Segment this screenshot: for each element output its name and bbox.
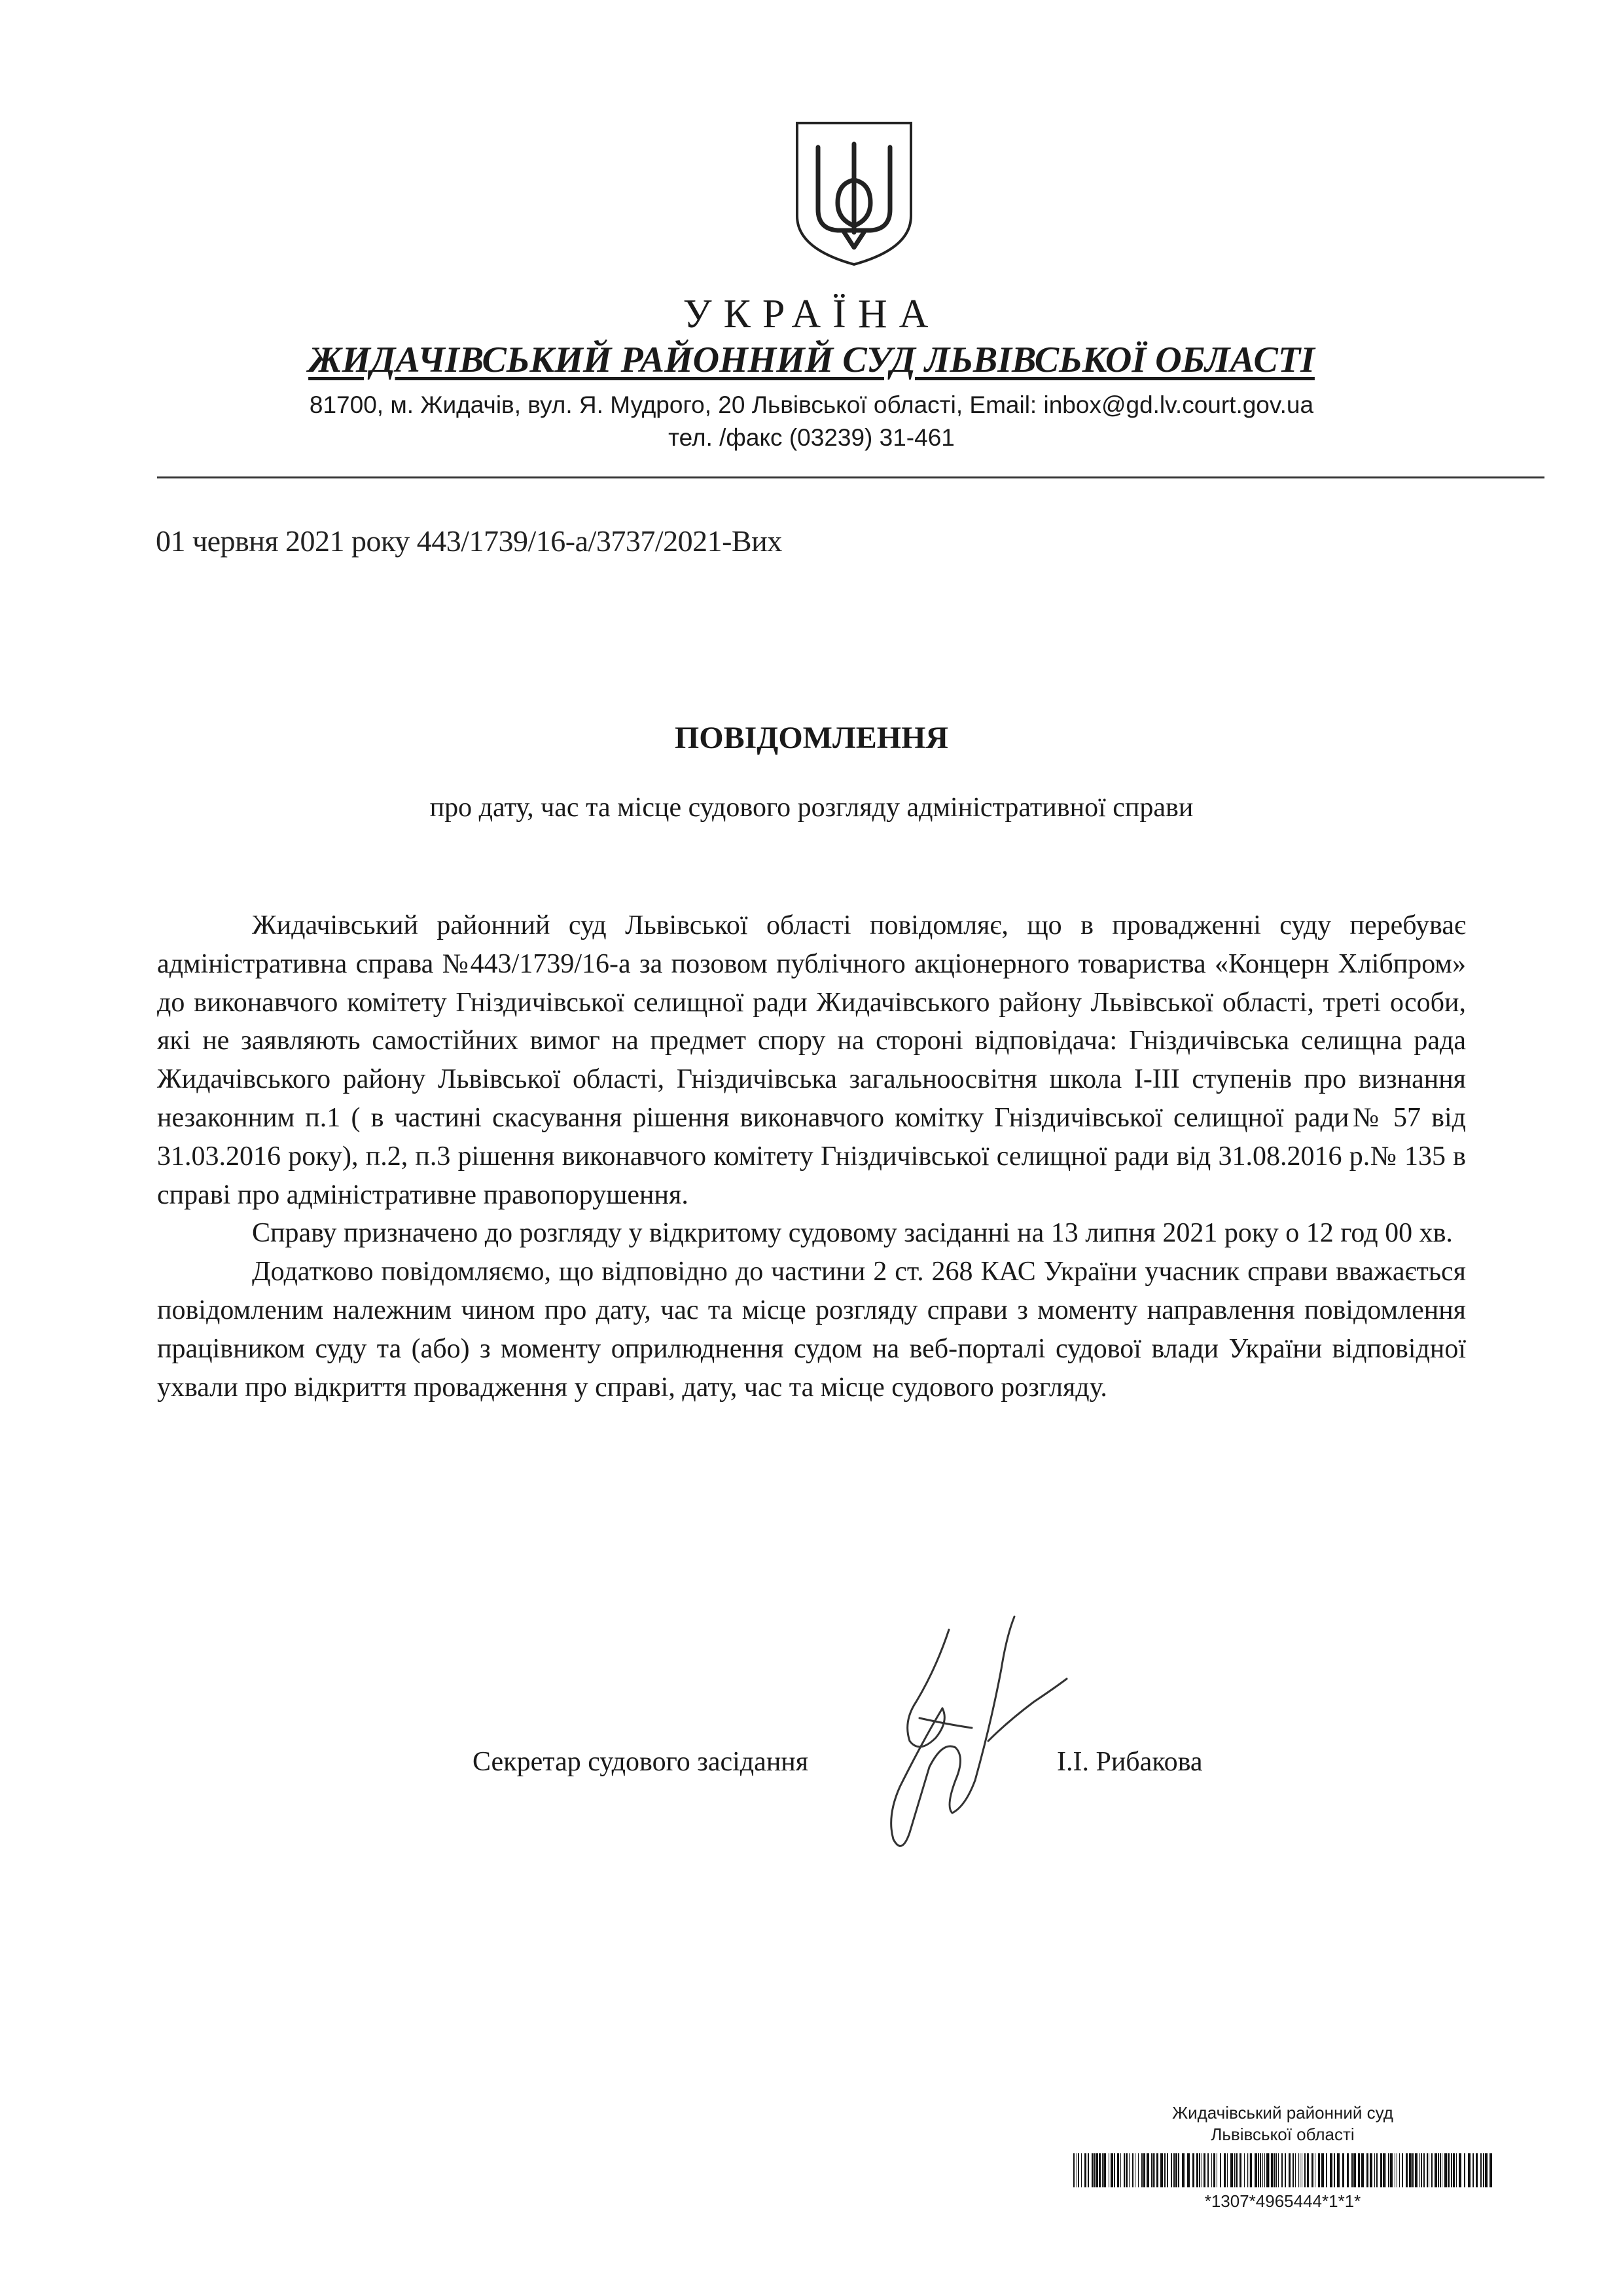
barcode-bar xyxy=(1289,2153,1291,2187)
barcode-bar xyxy=(1444,2153,1447,2187)
barcode-bar xyxy=(1084,2153,1086,2187)
barcode-bar xyxy=(1124,2153,1125,2187)
barcode-bar xyxy=(1114,2153,1115,2187)
barcode-bar xyxy=(1173,2153,1175,2187)
barcode-bar xyxy=(1448,2153,1450,2187)
barcode-bar xyxy=(1132,2153,1133,2187)
signature-role: Секретар судового засідання xyxy=(473,1747,809,1777)
barcode-bar xyxy=(1236,2153,1238,2187)
court-name: ЖИДАЧІВСЬКИЙ РАЙОННИЙ СУД ЛЬВІВСЬКОЇ ОБЛАСТІ xyxy=(308,340,1315,380)
barcode-bar xyxy=(1278,2153,1279,2187)
barcode-bar xyxy=(1244,2153,1245,2187)
barcode-bar xyxy=(1298,2153,1299,2187)
barcode-bar xyxy=(1427,2153,1428,2187)
barcode-bar xyxy=(1431,2153,1433,2187)
barcode-bar xyxy=(1274,2153,1275,2187)
barcode-bar xyxy=(1459,2153,1461,2187)
barcode-bar xyxy=(1234,2153,1235,2187)
barcode-bar xyxy=(1187,2153,1190,2187)
barcode-bar xyxy=(1412,2153,1414,2187)
barcode-bar xyxy=(1178,2153,1179,2187)
barcode-bar xyxy=(1374,2153,1375,2187)
barcode-bar xyxy=(1473,2153,1474,2187)
barcode-bar xyxy=(1361,2153,1364,2187)
notice-body xyxy=(157,906,1466,1407)
barcode-bar xyxy=(1453,2153,1455,2187)
barcode-bar xyxy=(1489,2153,1492,2187)
barcode-bar xyxy=(1117,2153,1119,2187)
barcode-bar xyxy=(1088,2153,1089,2187)
barcode-bar xyxy=(1295,2153,1296,2187)
barcode-bar xyxy=(1334,2153,1335,2187)
barcode-bar xyxy=(1230,2153,1233,2187)
barcode-bar xyxy=(1250,2153,1252,2187)
court-address: 81700, м. Жидачів, вул. Я. Мудрого, 20 Львівської області, Email: inbox@gd.lv.court.gov.ua xyxy=(309,391,1314,418)
barcode-bar xyxy=(1081,2153,1082,2187)
barcode-bar xyxy=(1126,2153,1128,2187)
barcode-bar xyxy=(1423,2153,1425,2187)
barcode-bar xyxy=(1151,2153,1152,2187)
footer-court-line: Львівської області xyxy=(1211,2124,1355,2144)
barcode-bar xyxy=(1468,2153,1471,2187)
barcode xyxy=(1073,2153,1492,2187)
barcode-bar xyxy=(1476,2153,1478,2187)
barcode-bar xyxy=(1409,2153,1412,2187)
country-name: УКРАЇНА xyxy=(683,292,940,336)
barcode-bar xyxy=(1120,2153,1121,2187)
barcode-bar xyxy=(1096,2153,1098,2187)
footer-court-stamp xyxy=(1073,2102,1492,2145)
barcode-bar xyxy=(1353,2153,1356,2187)
barcode-bar xyxy=(1451,2153,1452,2187)
court-phone: тел. /факс (03239) 31-461 xyxy=(668,424,955,451)
barcode-bar xyxy=(1073,2153,1075,2187)
barcode-bar xyxy=(1182,2153,1185,2187)
barcode-bar xyxy=(1483,2153,1484,2187)
header-divider xyxy=(157,476,1544,478)
barcode-bar xyxy=(1152,2153,1154,2187)
barcode-bar xyxy=(1304,2153,1306,2187)
barcode-bar xyxy=(1402,2153,1403,2187)
barcode-bar xyxy=(1258,2153,1259,2187)
barcode-bar xyxy=(1438,2153,1439,2187)
barcode-bar xyxy=(1415,2153,1418,2187)
barcode-bar xyxy=(1326,2153,1327,2187)
barcode-bar xyxy=(1227,2153,1228,2187)
barcode-bar xyxy=(1207,2153,1209,2187)
barcode-bar xyxy=(1147,2153,1149,2187)
barcode-bar xyxy=(1406,2153,1408,2187)
barcode-bar xyxy=(1240,2153,1241,2187)
barcode-bar xyxy=(1099,2153,1101,2187)
barcode-bar xyxy=(1199,2153,1200,2187)
barcode-bar xyxy=(1383,2153,1385,2187)
barcode-bar xyxy=(1390,2153,1393,2187)
notice-paragraph: Додатково повідомляємо, що відповідно до частини 2 ст. 268 КАС України учасник справи вважається повідомленим належним чином про дату, час та місце розгляду справи з моменту направлення повідомлення працівником суду та (або) з моменту оприлюднення судом на веб-порталі судової влади України відповідної ухвали про відкриття провадження у справі, дату, час та місце судового розгляду. xyxy=(157,1257,1466,1403)
barcode-bar xyxy=(1385,2153,1386,2187)
barcode-bar xyxy=(1171,2153,1172,2187)
barcode-bar xyxy=(1167,2153,1168,2187)
barcode-bar xyxy=(1196,2153,1198,2187)
barcode-bar xyxy=(1175,2153,1177,2187)
barcode-bar xyxy=(1255,2153,1257,2187)
barcode-bar xyxy=(1103,2153,1106,2187)
barcode-bar xyxy=(1318,2153,1320,2187)
coat-of-arms-icon xyxy=(792,118,916,268)
barcode-bar xyxy=(1092,2153,1094,2187)
barcode-bar xyxy=(1192,2153,1194,2187)
outgoing-reference: 01 червня 2021 року 443/1739/16-а/3737/2021-Вих xyxy=(156,524,782,558)
barcode-bar xyxy=(1366,2153,1368,2187)
barcode-bar xyxy=(1399,2153,1400,2187)
barcode-bar xyxy=(1342,2153,1344,2187)
barcode-bar xyxy=(1370,2153,1372,2187)
document-title: ПОВІДОМЛЕННЯ xyxy=(674,721,949,755)
barcode-bar xyxy=(1204,2153,1205,2187)
barcode-bar xyxy=(1102,2153,1103,2187)
barcode-bar xyxy=(1485,2153,1488,2187)
signer-name: І.І. Рибакова xyxy=(1057,1747,1203,1777)
barcode-bar xyxy=(1351,2153,1353,2187)
barcode-bar xyxy=(1078,2153,1079,2187)
barcode-bar xyxy=(1307,2153,1309,2187)
barcode-bar xyxy=(1376,2153,1378,2187)
barcode-bar xyxy=(1311,2153,1313,2187)
barcode-bar xyxy=(1213,2153,1215,2187)
barcode-bar xyxy=(1464,2153,1465,2187)
barcode-bar xyxy=(1440,2153,1441,2187)
barcode-bar xyxy=(1211,2153,1212,2187)
barcode-bar xyxy=(1260,2153,1261,2187)
barcode-bar xyxy=(1220,2153,1221,2187)
barcode-bar xyxy=(1264,2153,1265,2187)
barcode-bar xyxy=(1224,2153,1226,2187)
barcode-bar xyxy=(1419,2153,1420,2187)
barcode-bar xyxy=(1380,2153,1382,2187)
barcode-bar xyxy=(1138,2153,1139,2187)
barcode-bar xyxy=(1337,2153,1340,2187)
barcode-bar xyxy=(1480,2153,1482,2187)
barcode-bar xyxy=(1330,2153,1332,2187)
barcode-bar xyxy=(1156,2153,1158,2187)
barcode-bar xyxy=(1347,2153,1349,2187)
barcode-bar xyxy=(1143,2153,1145,2187)
document-subtitle: про дату, час та місце судового розгляду адміністративної справи xyxy=(429,793,1194,823)
barcode-bar xyxy=(1271,2153,1273,2187)
handwritten-signature xyxy=(857,1590,1073,1892)
notice-paragraph: Справу призначено до розгляду у відкритому судовому засіданні на 13 липня 2021 року о 12 год 00 хв. xyxy=(252,1218,1453,1249)
notice-paragraph: Жидачівський районний суд Львівської області повідомляє, що в провадженні суду перебуває адміністративна справа №443/1739/16-а за позовом публічного акціонерного товариства «Концерн Хлібпром» до виконавчого комітету Гніздичівської селищної ради Жидачівського району Львівської області, треті особи, які не заявляють самостійних вимог на предмет спору на стороні відповідача: Гніздичівська селищна рада Жидачівського району Львівської області, Гніздичівська загальноосвітня школа І-ІІІ ступенів про визнання незаконним п.1 ( в частині скасування рішення виконавчого комітку Гніздичівської селищної ради№ 57 від 31.03.2016 року), п.2, п.3 рішення виконавчого комітету Гніздичівської селищної ради від 31.08.2016 р.№ 135 в справі про адміністративне правопорушення. xyxy=(157,910,1466,1210)
barcode-bar xyxy=(1247,2153,1248,2187)
barcode-bar xyxy=(1293,2153,1294,2187)
barcode-bar xyxy=(1266,2153,1269,2187)
footer-court-line: Жидачівський районний суд xyxy=(1172,2103,1393,2123)
barcode-bar xyxy=(1094,2153,1096,2187)
barcode-bar xyxy=(1421,2153,1422,2187)
barcode-bar xyxy=(1358,2153,1360,2187)
barcode-bar xyxy=(1388,2153,1389,2187)
barcode-bar xyxy=(1435,2153,1437,2187)
barcode-bar xyxy=(1321,2153,1324,2187)
barcode-bar xyxy=(1164,2153,1166,2187)
barcode-bar xyxy=(1281,2153,1283,2187)
barcode-number: *1307*4965444*1*1* xyxy=(1204,2191,1361,2211)
barcode-bar xyxy=(1285,2153,1286,2187)
barcode-bar xyxy=(1456,2153,1457,2187)
barcode-bar xyxy=(1141,2153,1143,2187)
barcode-bar xyxy=(1111,2153,1113,2187)
barcode-bar xyxy=(1275,2153,1277,2187)
barcode-bar xyxy=(1160,2153,1163,2187)
barcode-bar xyxy=(1129,2153,1130,2187)
barcode-bar xyxy=(1262,2153,1263,2187)
barcode-bar xyxy=(1154,2153,1155,2187)
